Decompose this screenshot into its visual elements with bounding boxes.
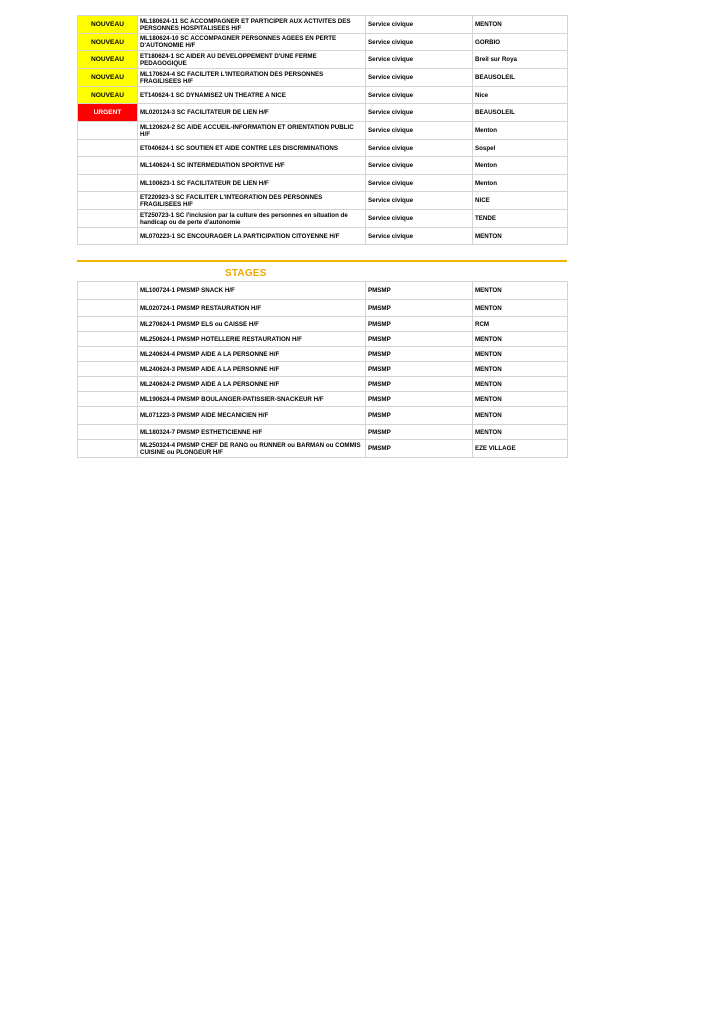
status-badge [78,347,138,362]
offer-type: Service civique [366,157,473,175]
offer-type: Service civique [366,210,473,228]
stages-rows [78,282,568,458]
table-row[interactable] [78,16,568,34]
table-row[interactable] [78,300,568,317]
offer-type: Service civique [366,175,473,192]
offer-location: RCM [473,317,568,332]
status-badge: NOUVEAU [78,69,138,87]
table-row[interactable] [78,392,568,407]
status-badge [78,122,138,140]
offer-title: ML180324-7 PMSMP ESTHETICIENNE H/F [138,425,366,440]
offer-location: MENTON [473,362,568,377]
offer-title: ML190624-4 PMSMP BOULANGER-PATISSIER-SNACKEUR H/F [138,392,366,407]
status-badge [78,157,138,175]
offer-title: ML240624-3 PMSMP AIDE A LA PERSONNE H/F [138,362,366,377]
offer-title: ML100623-1 SC FACILITATEUR DE LIEN H/F [138,175,366,192]
offer-title: ML250324-4 PMSMP CHEF DE RANG ou RUNNER ou BARMAN ou COMMIS CUISINE ou PLONGEUR H/F [138,440,366,458]
status-badge [78,140,138,157]
status-badge [78,317,138,332]
table-row[interactable] [78,332,568,347]
offer-type: Service civique [366,16,473,34]
offer-type: Service civique [366,34,473,51]
offer-title: ML270624-1 PMSMP ELS ou CAISSE H/F [138,317,366,332]
offer-type: PMSMP [366,425,473,440]
stages-table [77,281,568,458]
offer-location: MENTON [473,347,568,362]
offer-title: ET220923-3 SC FACILITER L'INTEGRATION DES PERSONNES FRAGILISEES H/F [138,192,366,210]
table-row[interactable] [78,425,568,440]
offer-location: MENTON [473,332,568,347]
status-badge [78,300,138,317]
offer-title: ML240624-4 PMSMP AIDE A LA PERSONNE H/F [138,347,366,362]
offer-title: ML250624-1 PMSMP HOTELLERIE RESTAURATION H/F [138,332,366,347]
offer-location: MENTON [473,16,568,34]
offer-location: Nice [473,87,568,104]
table-row[interactable] [78,140,568,157]
offer-type: PMSMP [366,440,473,458]
table-row[interactable] [78,440,568,458]
table-row[interactable] [78,210,568,228]
status-badge [78,392,138,407]
table-row[interactable] [78,317,568,332]
offer-type: PMSMP [366,347,473,362]
status-badge: URGENT [78,104,138,122]
offer-title: ML100724-1 PMSMP SNACK H/F [138,282,366,300]
table-row[interactable] [78,51,568,69]
offer-type: Service civique [366,104,473,122]
offer-location: Menton [473,175,568,192]
offer-type: Service civique [366,51,473,69]
table-row[interactable] [78,282,568,300]
table-row[interactable] [78,69,568,87]
offer-location: Sospel [473,140,568,157]
offer-type: Service civique [366,69,473,87]
status-badge: NOUVEAU [78,51,138,69]
offer-location: GORBIO [473,34,568,51]
status-badge [78,440,138,458]
status-badge: NOUVEAU [78,34,138,51]
service-civique-table [77,15,568,245]
offer-type: Service civique [366,192,473,210]
table-row[interactable] [78,407,568,425]
offer-type: PMSMP [366,317,473,332]
offer-title: ML180624-11 SC ACCOMPAGNER ET PARTICIPER AUX ACTIVITES DES PERSONNES HOSPITALISEES H/F [138,16,366,34]
status-badge [78,377,138,392]
offer-type: Service civique [366,140,473,157]
table-row[interactable] [78,362,568,377]
status-badge [78,228,138,245]
offer-location: Breil sur Roya [473,51,568,69]
offer-title: ML240624-2 PMSMP AIDE A LA PERSONNE H/F [138,377,366,392]
offer-location: MENTON [473,377,568,392]
status-badge [78,192,138,210]
table-row[interactable] [78,347,568,362]
offer-location: TENDE [473,210,568,228]
offer-title: ML020724-1 PMSMP RESTAURATION H/F [138,300,366,317]
table-row[interactable] [78,122,568,140]
status-badge [78,175,138,192]
table-row[interactable] [78,192,568,210]
offer-type: PMSMP [366,377,473,392]
offer-type: PMSMP [366,392,473,407]
offer-location: MENTON [473,228,568,245]
offer-location: Menton [473,122,568,140]
offer-location: BEAUSOLEIL [473,69,568,87]
offer-location: BEAUSOLEIL [473,104,568,122]
offer-location: NICE [473,192,568,210]
offer-type: Service civique [366,87,473,104]
table-row[interactable] [78,228,568,245]
offer-title: ET180624-1 SC AIDER AU DEVELOPPEMENT D'UNE FERME PEDAGOGIQUE [138,51,366,69]
status-badge: NOUVEAU [78,87,138,104]
status-badge [78,210,138,228]
status-badge [78,425,138,440]
service-civique-rows [78,16,568,245]
offer-location: EZE VILLAGE [473,440,568,458]
offer-type: PMSMP [366,407,473,425]
status-badge [78,407,138,425]
table-row[interactable] [78,104,568,122]
offer-type: Service civique [366,228,473,245]
table-row[interactable] [78,34,568,51]
status-badge [78,362,138,377]
offer-title: ET140624-1 SC DYNAMISEZ UN THEATRE A NICE [138,87,366,104]
offer-title: ML170624-4 SC FACILITER L'INTEGRATION DES PERSONNES FRAGILISEES H/F [138,69,366,87]
offer-type: PMSMP [366,300,473,317]
status-badge [78,282,138,300]
offer-type: PMSMP [366,362,473,377]
offer-type: PMSMP [366,282,473,300]
offer-type: PMSMP [366,332,473,347]
offer-title: ML180624-10 SC ACCOMPAGNER PERSONNES AGEES EN PERTE D'AUTONOMIE H/F [138,34,366,51]
offer-title: ML020124-3 SC FACILITATEUR DE LIEN H/F [138,104,366,122]
table-row[interactable] [78,377,568,392]
offer-location: MENTON [473,282,568,300]
offer-type: Service civique [366,122,473,140]
table-row[interactable] [78,87,568,104]
offer-title: ML071223-3 PMSMP AIDE MECANICIEN H/F [138,407,366,425]
status-badge: NOUVEAU [78,16,138,34]
offer-title: ML140624-1 SC INTERMEDIATION SPORTIVE H/F [138,157,366,175]
offer-location: Menton [473,157,568,175]
offer-location: MENTON [473,392,568,407]
offer-title: ET040624-1 SC SOUTIEN ET AIDE CONTRE LES DISCRIMINATIONS [138,140,366,157]
offer-location: MENTON [473,300,568,317]
offer-title: ML120624-2 SC AIDE ACCUEIL-INFORMATION ET ORIENTATION PUBLIC H/F [138,122,366,140]
section-title-stages: STAGES [225,268,267,279]
table-row[interactable] [78,175,568,192]
table-row[interactable] [78,157,568,175]
section-divider [77,260,567,262]
offer-location: MENTON [473,425,568,440]
offer-title: ET250723-1 SC l'inclusion par la culture des personnes en situation de handicap ou de perte d'autonomie [138,210,366,228]
offer-title: ML070223-1 SC ENCOURAGER LA PARTICIPATION CITOYENNE H/F [138,228,366,245]
status-badge [78,332,138,347]
offer-location: MENTON [473,407,568,425]
